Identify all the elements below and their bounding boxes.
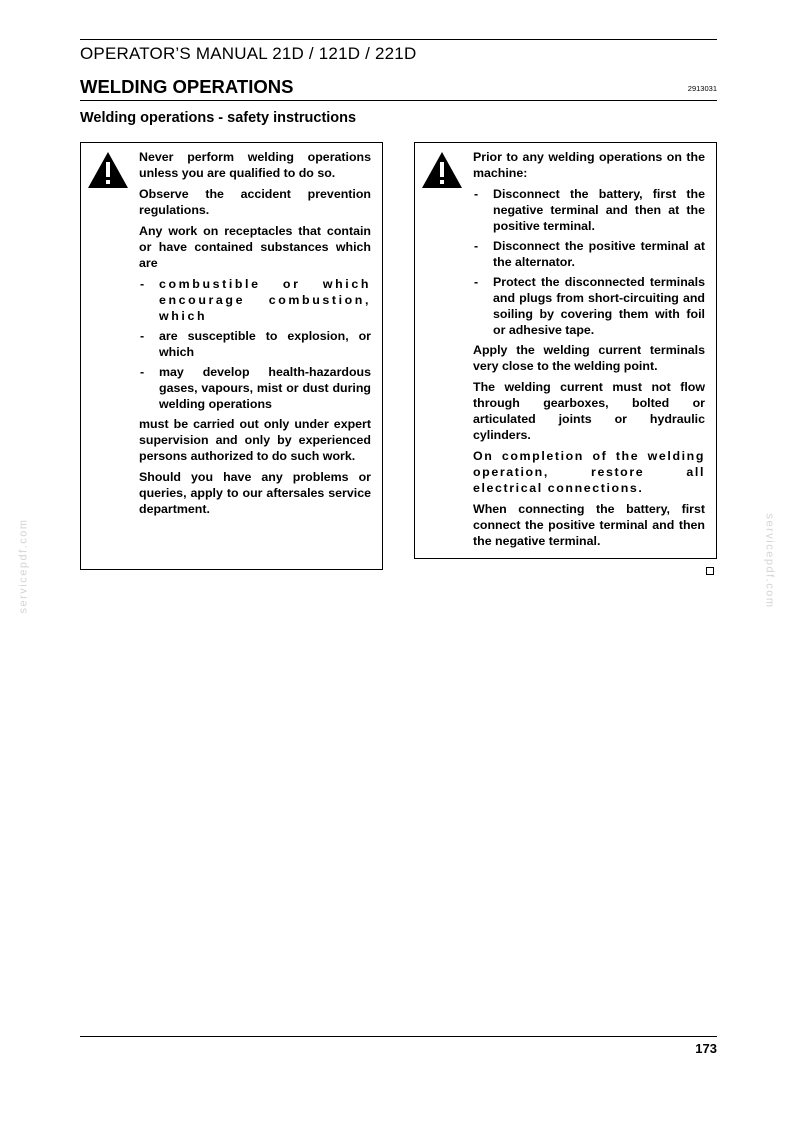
right-paragraph-1: Prior to any welding operations on the machine: xyxy=(473,150,705,180)
list-item: - may develop health-hazardous gases, vapours, mist or dust during welding operations xyxy=(139,364,371,412)
left-paragraph-5: Should you have any problems or queries, apply to our aftersales service department. xyxy=(139,470,371,516)
footer-rule xyxy=(80,1036,717,1037)
subsection-title: Welding operations - safety instructions xyxy=(80,110,357,126)
left-hazard-list xyxy=(139,276,371,412)
list-item: - Disconnect the positive terminal at the alternator. xyxy=(473,238,705,270)
safety-text-left xyxy=(139,149,371,522)
left-paragraph-4: must be carried out only under expert supervision and only by experienced persons authorized to do such work. xyxy=(139,417,371,463)
end-of-section-mark xyxy=(706,567,714,575)
left-paragraph-2: Observe the accident prevention regulations. xyxy=(139,187,371,217)
safety-text-right xyxy=(473,149,705,554)
header-bottom-rule xyxy=(80,100,717,101)
left-paragraph-3: Any work on receptacles that contain or have contained substances which are xyxy=(139,224,371,270)
right-procedure-list xyxy=(473,186,705,338)
safety-box-right xyxy=(414,142,717,559)
right-paragraph-5: When connecting the battery, first connect the positive terminal and then the negative terminal. xyxy=(473,502,705,548)
header-top-rule xyxy=(80,39,717,40)
list-item: - combustible or which encourage combustion, which xyxy=(139,276,371,324)
warning-triangle-icon xyxy=(87,151,129,189)
watermark-right: servicepdf.com xyxy=(763,513,776,609)
list-item: - Disconnect the battery, first the negative terminal and then at the positive terminal. xyxy=(473,186,705,234)
manual-title: OPERATOR’S MANUAL 21D / 121D / 221D xyxy=(80,44,417,63)
page-number: 173 xyxy=(695,1041,717,1056)
watermark-left: servicepdf.com xyxy=(17,518,30,614)
right-paragraph-3: The welding current must not flow through gearboxes, bolted or articulated joints or hydraulic cylinders. xyxy=(473,380,705,442)
section-title: WELDING OPERATIONS xyxy=(80,76,294,97)
right-paragraph-2: Apply the welding current terminals very close to the welding point. xyxy=(473,343,705,373)
document-code: 2913031 xyxy=(687,84,717,93)
safety-box-left xyxy=(80,142,383,570)
right-paragraph-4: On completion of the welding operation, restore all electrical connections. xyxy=(473,449,705,495)
left-paragraph-1: Never perform welding operations unless you are qualified to do so. xyxy=(139,150,371,180)
list-item: - are susceptible to explosion, or which xyxy=(139,328,371,360)
warning-triangle-icon xyxy=(421,151,463,189)
list-item: - Protect the disconnected terminals and plugs from short-circuiting and soiling by covering them with foil or adhesive tape. xyxy=(473,274,705,338)
